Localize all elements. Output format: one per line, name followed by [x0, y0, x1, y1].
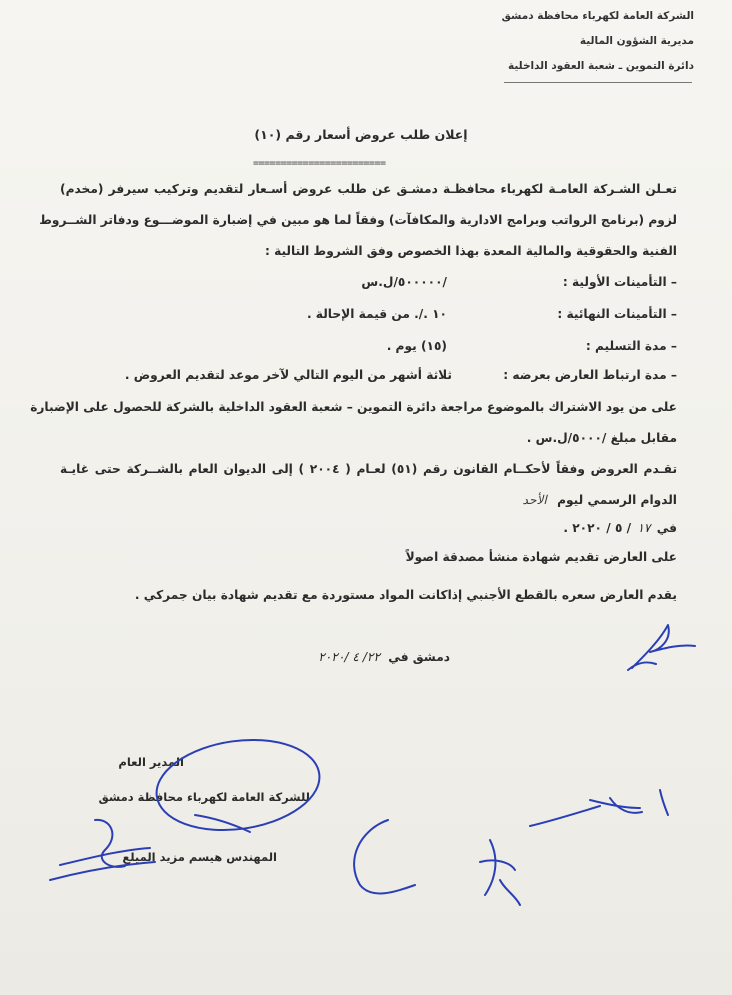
director-signature-icon [50, 815, 250, 880]
submit-line-1: تقـدم العروض وفقاً لأحكــام القانون رقم (٥١) لعـام ( ٢٠٠٤ ) إلى الديوان العام بالشــركة حتى غايـة [60, 462, 678, 476]
condition-delivery-label: – مدة التسليم : [585, 339, 677, 353]
handwritten-squiggle-icon [354, 820, 415, 894]
condition-final-deposit-label: – التأمينات النهائية : [557, 307, 677, 321]
intro-line-2: لزوم (برنامج الرواتب وبرامج الادارية والمكافآت) وفقاً لما هو مبين في إضبارة الموضـــوع ودفاتر الشــروط [39, 213, 677, 227]
header-directorate: مديرية الشؤون المالية [579, 35, 694, 47]
signature-circle-icon [151, 730, 326, 840]
submit-line-2: الدوام الرسمي ليوم الأحد [522, 493, 677, 507]
handwritten-date-day: ١٧ [637, 521, 651, 535]
condition-final-deposit-value: ١٠ ./. من قيمة الإحالة . [306, 307, 447, 321]
condition-commitment-label: – مدة ارتباط العارض بعرضه : [503, 368, 677, 382]
intro-line-1: تعـلن الشـركة العامـة لكهرباء محافظـة دمشـق عن طلب عروض أسـعار لتقديم وتركيب سيرفر (مخدم) [60, 182, 677, 196]
deadline-date-line: في ١٧ / ٥ / ٢٠٢٠ . [563, 521, 677, 535]
handwritten-sign-date: ٢٢/ ٤ /٢٠٢٠ [318, 650, 380, 664]
foreign-currency-note: يقدم العارض سعره بالقطع الأجنبي إذاكانت المواد مستوردة مع تقديم شهادة بيان جمركي . [134, 588, 677, 602]
second-signature-icon [480, 840, 520, 905]
title-separator: ======================== [253, 158, 386, 169]
signatory-company: للشركة العامة لكهرباء محافظة دمشق [98, 790, 310, 804]
origin-certificate-note: على العارض تقديم شهادة منشأ مصدقة اصولاً [405, 550, 677, 564]
condition-initial-deposit-value: /٥٠٠٠٠٠/ل.س [361, 275, 447, 289]
initials-mark-icon [628, 625, 695, 670]
subscribe-line-1: على من يود الاشتراك بالموضوع مراجعة دائرة التموين – شعبة العقود الداخلية بالشركة للحصول على الإضبارة [30, 400, 677, 414]
handwritten-day: الأحد [522, 493, 547, 507]
third-signature-icon [530, 790, 668, 826]
signatory-role: المدير العام [118, 755, 184, 769]
condition-commitment-value: ثلاثة أشهر من اليوم التالي لآخر موعد لتقديم العروض . [124, 368, 452, 382]
header-company: الشركة العامة لكهرباء محافظة دمشق [501, 10, 694, 22]
announcement-title: إعلان طلب عروض أسعار رقم (١٠) [254, 127, 468, 142]
signatory-name: المهندس هيسم مزيد الميلع [122, 850, 277, 864]
place-date-line: دمشق في ٢٢/ ٤ /٢٠٢٠ [318, 650, 450, 664]
subscribe-line-2: مقابل مبلغ /٥٠٠٠/ل.س . [526, 431, 677, 445]
header-department: دائرة التموين ـ شعبة العقود الداخلية [508, 60, 694, 72]
condition-initial-deposit-label: – التأمينات الأولية : [562, 275, 677, 289]
intro-line-3: الفنية والحقوقية والمالية المعدة بهذا الخصوص وفق الشروط التالية : [264, 244, 677, 258]
condition-delivery-value: (١٥) يوم . [386, 339, 447, 353]
